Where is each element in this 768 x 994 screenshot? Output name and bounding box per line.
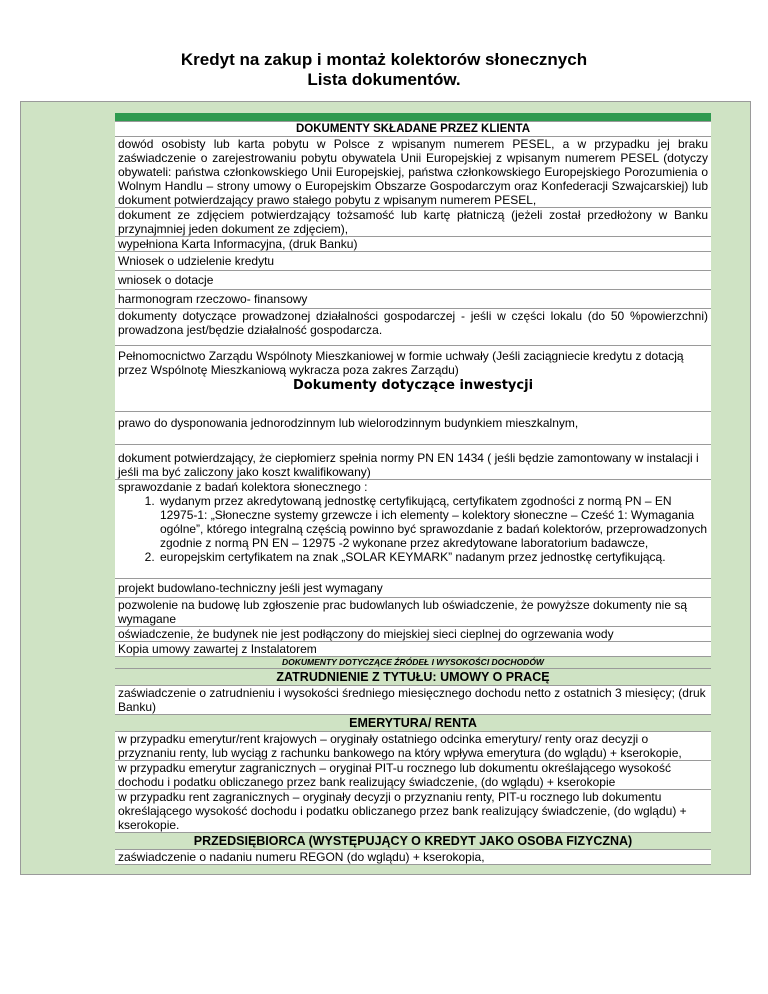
list-item: w przypadku rent zagranicznych – oryginały decyzji o przyznaniu renty, PIT-u rocznego lub dokumentu określającego wysokość dochodu i podatku obliczanego przez bank realizujący świadczenie, (do wglądu) + kserokopie.: [115, 789, 711, 832]
sprawozdanie-item: 1. wydanym przez akredytowaną jednostkę certyfikującą, certyfikatem zgodności z normą PN – EN 12975-1: „Słoneczne systemy grzewcze i ich elementy – kolektory słoneczne – Cześć 1: Wymagania ogólne”, którego integralną częścią powinno być sprawozdanie z badań kolektorów, przeprowadzonych zgodnie z normą PN EN – 12975 -2 wykonane przez akredytowane laboratorium badawcze,: [158, 494, 708, 550]
green-header-bar: [115, 113, 711, 121]
list-item: zaświadczenie o nadaniu numeru REGON (do wglądu) + kserokopia,: [115, 849, 711, 865]
list-item: w przypadku emerytur/rent krajowych – oryginały ostatniego odcinka emerytury/ renty oraz decyzji o przyznaniu renty, lub wyciąg z rachunku bankowego na który wpływa emerytura (do wglądu) + kserokopie,: [115, 731, 711, 760]
business-header: PRZEDSIĘBIORCA (WYSTĘPUJĄCY O KREDYT JAKO OSOBA FIZYCZNA): [115, 832, 711, 849]
investment-documents-header: Dokumenty dotyczące inwestycji: [115, 377, 711, 411]
list-item: prawo do dysponowania jednorodzinnym lub wielorodzinnym budynkiem mieszkalnym,: [115, 411, 711, 444]
list-item: dokument ze zdjęciem potwierdzający tożsamość lub kartę płatniczą (jeżeli został przedłożony w Banku przynajmniej jeden dokument ze zdjęciem),: [115, 207, 711, 236]
list-item: dokumenty dotyczące prowadzonej działalności gospodarczej - jeśli w części lokalu (do 50 %powierzchni) prowadzona jest/będzie działalność gospodarcza.: [115, 308, 711, 345]
sprawozdanie-intro: sprawozdanie z badań kolektora słonecznego :: [118, 480, 368, 494]
list-item: zaświadczenie o zatrudnieniu i wysokości średniego miesięcznego dochodu netto z ostatnich 3 miesięcy; (druk Banku): [115, 685, 711, 714]
list-item: dokument potwierdzający, że ciepłomierz spełnia normy PN EN 1434 ( jeśli będzie zamontowany w instalacji i jeśli ma być zaliczony jako koszt kwalifikowany): [115, 444, 711, 479]
list-item: dowód osobisty lub karta pobytu w Polsce z wpisanym numerem PESEL, a w przypadku jej braku zaświadczenie o zarejestrowaniu pobytu obywatela Unii Europejskiej z wpisanym numerem PESEL (dotyczy obywateli: państwa członkowskiego Unii Europejskiej, państwa członkowskiego Europejskiego Porozumienia o Wolnym Handlu – strony umowy o Europejskim Obszarze Gospodarczym oraz Konfederacji Szwajcarskiej) lub dokument potwierdzający prawo stałego pobytu z wpisanym numerem PESEL,: [115, 136, 711, 207]
list-item: harmonogram rzeczowo- finansowy: [115, 289, 711, 308]
list-item: Wniosek o udzielenie kredytu: [115, 251, 711, 270]
list-item: oświadczenie, że budynek nie jest podłączony do miejskiej sieci cieplnej do ogrzewania wody: [115, 626, 711, 641]
sprawozdanie-item: 2. europejskim certyfikatem na znak „SOLAR KEYMARK” nadanym przez jednostkę certyfikującą.: [158, 550, 708, 564]
document-list: [115, 101, 711, 865]
client-documents-header: DOKUMENTY SKŁADANE PRZEZ KLIENTA: [115, 121, 711, 136]
list-item: projekt budowlano-techniczny jeśli jest wymagany: [115, 578, 711, 597]
page-title: [0, 50, 768, 90]
list-item: Pełnomocnictwo Zarządu Wspólnoty Mieszkaniowej w formie uchwały (Jeśli zaciągniecie kredytu z dotacją przez Wspólnotę Mieszkaniową wykracza poza zakres Zarządu): [115, 345, 711, 377]
list-item: pozwolenie na budowę lub zgłoszenie prac budowlanych lub oświadczenie, że powyższe dokumenty nie są wymagane: [115, 597, 711, 626]
employment-header: ZATRUDNIENIE Z TYTUŁU: UMOWY O PRACĘ: [115, 668, 711, 685]
income-documents-header: DOKUMENTY DOTYCZĄCE ŹRÓDEŁ I WYSOKOŚCI DOCHODÓW: [115, 656, 711, 668]
list-item: wypełniona Karta Informacyjna, (druk Banku): [115, 236, 711, 251]
list-item: Kopia umowy zawartej z Instalatorem: [115, 641, 711, 656]
title-line-2: Lista dokumentów.: [307, 70, 461, 89]
list-item: [115, 479, 711, 578]
title-line-1: Kredyt na zakup i montaż kolektorów słonecznych: [180, 50, 588, 69]
sprawozdanie-list: [118, 494, 708, 564]
list-item: w przypadku emerytur zagranicznych – oryginał PIT-u rocznego lub dokumentu określającego wysokość dochodu i podatku obliczanego przez bank realizujący świadczenie, (do wglądu) + kserokopie: [115, 760, 711, 789]
list-item: wniosek o dotacje: [115, 270, 711, 289]
pension-header: EMERYTURA/ RENTA: [115, 714, 711, 731]
